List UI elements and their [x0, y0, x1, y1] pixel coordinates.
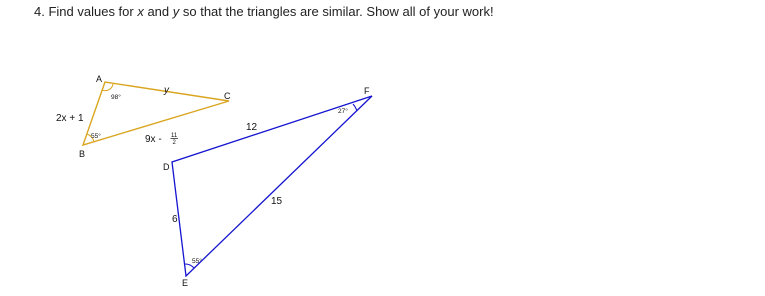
side-label-de: 6: [172, 214, 178, 225]
triangle-def: [172, 96, 372, 276]
side-label-ab: 2x + 1: [56, 113, 84, 124]
angle-label-f: 27°: [338, 108, 348, 115]
vertex-label-e: E: [182, 278, 189, 288]
angle-arc-f: [353, 104, 357, 111]
question-variable-y: y: [172, 4, 180, 19]
question-text-part-1: Find values for: [48, 4, 138, 19]
angle-label-a: 98°: [111, 94, 121, 101]
side-label-bc-fraction-denominator: 2: [172, 140, 176, 146]
vertex-label-a: A: [96, 74, 103, 84]
side-label-ac: y: [164, 85, 169, 96]
side-label-df: 12: [246, 122, 258, 133]
side-label-bc-prefix: 9x -: [145, 134, 162, 145]
vertex-label-f: F: [364, 86, 370, 96]
angle-label-b: 55°: [91, 133, 101, 140]
question-text-part-2: and: [143, 4, 173, 19]
angle-label-e: 55°: [192, 258, 202, 265]
side-label-bc: [145, 133, 178, 146]
side-label-ef: 15: [271, 196, 283, 207]
vertex-label-b: B: [79, 149, 86, 159]
question-variable-x: x: [137, 4, 144, 19]
vertex-label-d: D: [163, 162, 170, 172]
question-text-part-3: so that the triangles are similar. Show all of your work!: [179, 4, 494, 19]
side-label-bc-fraction-numerator: 11: [171, 133, 178, 139]
question-number: 4.: [34, 4, 45, 19]
vertex-label-c: C: [224, 91, 231, 101]
